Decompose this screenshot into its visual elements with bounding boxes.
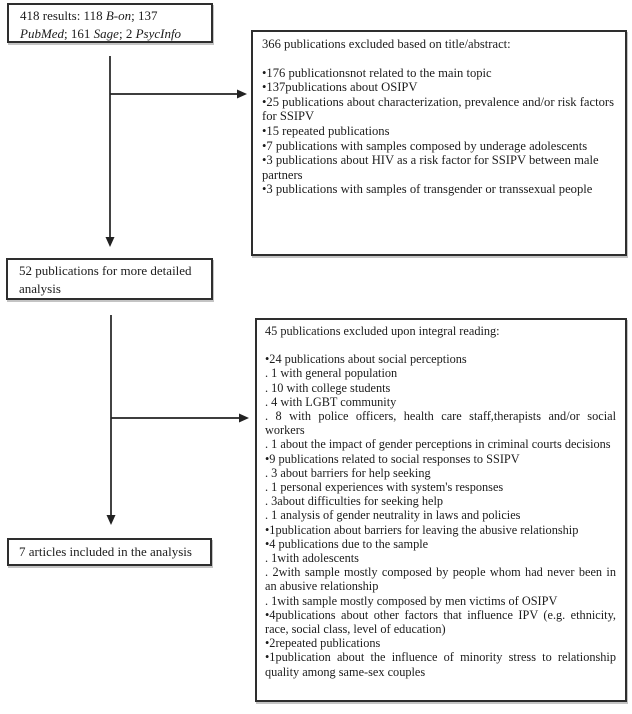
list-item: •3 publications about HIV as a risk factor for SSIPV between male partners (262, 153, 599, 182)
list-item: . 1 personal experiences with system's responses (265, 480, 504, 495)
list-item: •137publications about OSIPV (262, 80, 418, 95)
list-item: •24 publications about social perceptions (265, 352, 467, 367)
excluded-integral-list (265, 352, 616, 679)
list-item: •15 repeated publications (262, 123, 390, 138)
list-item: •2repeated publications (265, 636, 381, 651)
included-text: 7 articles included in the analysis (19, 544, 192, 559)
detailed-analysis-box (6, 258, 213, 300)
list-item: . 10 with college students (265, 380, 391, 395)
text-segment: B-on (105, 8, 132, 23)
text-segment: 418 results: 118 (20, 8, 106, 23)
list-item: •9 publications related to social responses to SSIPV (265, 451, 520, 466)
list-item: •4 publications due to the sample (265, 536, 429, 551)
text-segment: Sage (93, 25, 119, 41)
list-item: •25 publications about characterization, prevalence and/or risk factors for SSIPV (262, 94, 614, 124)
list-item: •7 publications with samples composed by underage adolescents (262, 138, 588, 153)
list-item: . 3about difficulties for seeking help (265, 494, 444, 509)
text-segment: PubMed (20, 25, 65, 41)
results-box (7, 3, 213, 43)
list-item: . 1 about the impact of gender perceptions in criminal courts decisions (265, 437, 611, 452)
list-item: •1publication about barriers for leaving the abusive relationship (265, 522, 579, 537)
list-item: •1publication about the influence of minority stress to relationship quality among same-sex couples (265, 650, 616, 679)
excluded-title-abstract-heading: 366 publications excluded based on title/abstract: (262, 37, 511, 51)
list-item: . 1 analysis of gender neutrality in laws and policies (265, 508, 521, 523)
excluded-title-abstract-box (251, 30, 627, 256)
detailed-analysis-text: 52 publications for more detailed analysis (19, 263, 192, 296)
list-item: . 3 about barriers for help seeking (265, 465, 431, 480)
list-item: . 1with adolescents (265, 551, 359, 566)
list-item: •3 publications with samples of transgender or transsexual people (262, 182, 593, 197)
excluded-integral-box (255, 318, 627, 702)
list-item: . 1 with general population (265, 366, 398, 381)
results-text (20, 8, 181, 41)
list-item: . 8 with police officers, health care staff,therapists and/or social workers (265, 409, 616, 438)
excluded-integral-heading: 45 publications excluded upon integral reading: (265, 324, 500, 338)
list-item: . 4 with LGBT community (265, 394, 397, 409)
included-box (7, 538, 212, 566)
text-segment: ; 161 (64, 25, 94, 41)
list-item: •4publications about other factors that influence IPV (e.g. ethnicity, race, social class, level of education) (265, 607, 616, 637)
list-item: . 1with sample mostly composed by men victims of OSIPV (265, 593, 558, 608)
list-item: •176 publicationsnot related to the main topic (262, 65, 492, 80)
text-segment: ; 2 (118, 25, 136, 41)
list-item: . 2with sample mostly composed by people whom had never been in an abusive relationship (265, 565, 616, 594)
excluded-title-abstract-list (262, 66, 615, 197)
text-segment: ; 137 (131, 8, 158, 23)
text-segment: PsycInfo (135, 25, 182, 41)
